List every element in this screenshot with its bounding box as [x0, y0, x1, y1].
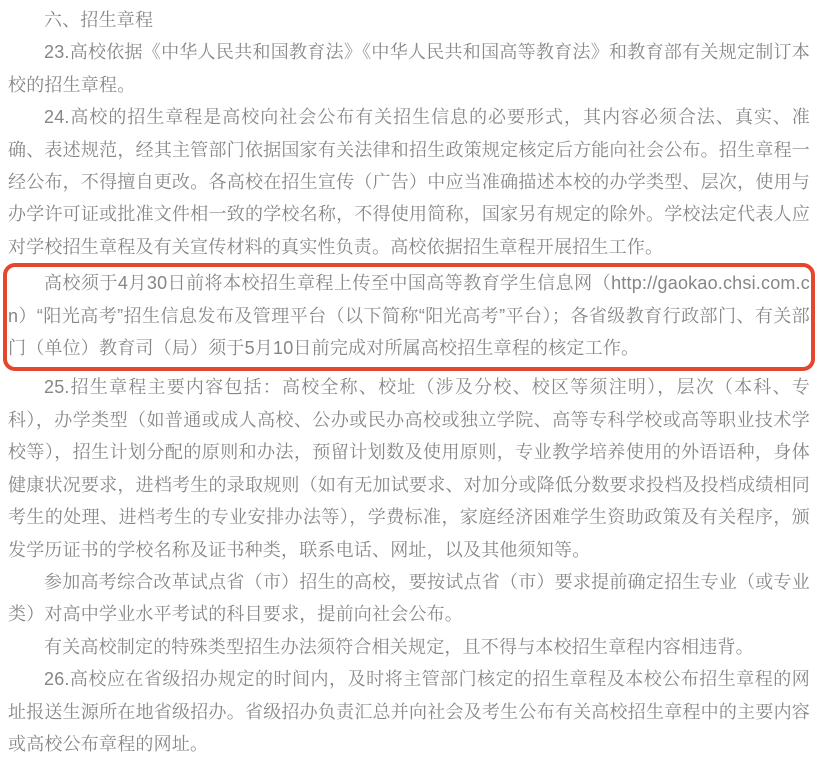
section-title: 六、招生章程 — [44, 10, 154, 30]
paragraph-25-special-admissions: 有关高校制定的特殊类型招生办法须符合相关规定，且不得与本校招生章程内容相违背。 — [44, 636, 754, 657]
highlight-box — [3, 263, 815, 371]
paragraph-25-reform-provinces: 参加高考综合改革试点省（市）招生的高校，要按试点省（市）要求提前确定招生专业（或专业类）对高中学业水平考试的科目要求，提前向社会公布。 — [8, 571, 810, 625]
paragraph-26: 26.高校应在省级招办规定的时间内，及时将主管部门核定的招生章程及本校公布招生章程的网址报送生源所在地省级招办。省级招办负责汇总并向社会及考生公布有关高校招生章程中的主要内容或高校公布章程的网址。 — [8, 669, 810, 754]
paragraph-25: 25.招生章程主要内容包括：高校全称、校址（涉及分校、校区等须注明），层次（本科、专科），办学类型（如普通或成人高校、公办或民办高校或独立学院、高等专科学校或高等职业技术学校等），招生计划分配的原则和办法，预留计划数及使用原则，专业教学培养使用的外语语种，身体健康状况要求，进档考生的录取规则（如有无加试要求、对加分或降低分数要求投档及投档成绩相同考生的处理、进档考生的专业安排办法等），学费标准，家庭经济困难学生资助政策及有关程序，颁发学历证书的学校名称及证书种类，联系电话、网址，以及其他须知等。 — [8, 377, 810, 560]
paragraph-23: 23.高校依据《中华人民共和国教育法》《中华人民共和国高等教育法》和教育部有关规定制订本校的招生章程。 — [8, 42, 810, 95]
highlighted-paragraph-upload-deadline: 高校须于4月30日前将本校招生章程上传至中国高等教育学生信息网（http://gaokao.chsi.com.cn）“阳光高考”招生信息发布及管理平台（以下简称“阳光高考”平台）；各省级教育行政部门、有关部门（单位）教育司（局）须于5月10日前完成对所属高校招生章程的核定工作。 — [8, 273, 810, 359]
paragraph-24: 24.高校的招生章程是高校向社会公布有关招生信息的必要形式，其内容必须合法、真实、准确、表述规范，经其主管部门依据国家有关法律和招生政策规定核定后方能向社会公布。招生章程一经公布，不得擅自更改。各高校在招生宣传（广告）中应当准确描述本校的办学类型、层次，使用与办学许可证或批准文件相一致的学校名称，不得使用简称，国家另有规定的除外。学校法定代表人应对学校招生章程及有关宣传材料的真实性负责。高校依据招生章程开展招生工作。 — [8, 107, 810, 257]
